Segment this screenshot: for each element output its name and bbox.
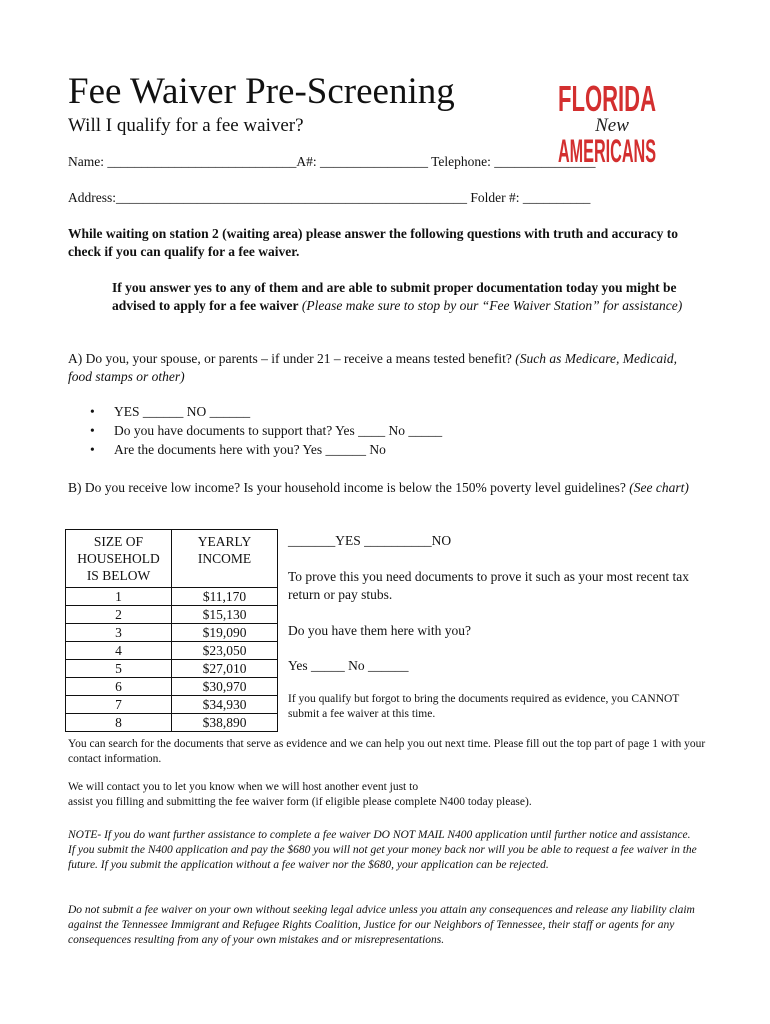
yearly-income: $19,090 [172, 624, 278, 642]
note-paragraph: NOTE- If you do want further assistance to complete a fee waiver DO NOT MAIL N400 application until further notice and assistance. If you submit the N400 application and pay the $680 you will not get your money back nor will you be able to request a fee waiver in the future. If you submit the application without a fee waiver nor the $680, your application can be rejected. [68, 829, 697, 871]
household-size: 4 [66, 642, 172, 660]
table-row [66, 588, 278, 606]
table-row [66, 714, 278, 732]
logo-script: New [595, 115, 629, 136]
yearly-income: $34,930 [172, 696, 278, 714]
table-row [66, 678, 278, 696]
household-size: 5 [66, 660, 172, 678]
household-size: 8 [66, 714, 172, 732]
bullet-documents-here[interactable]: • Are the documents here with you? Yes ______ No [90, 440, 442, 459]
contact-note-line-2: assist you filling and submitting the fee waiver form (if eligible please complete N400 today please). [68, 796, 532, 808]
table-row [66, 624, 278, 642]
question-b-text: B) Do you receive low income? Is your household income is below the 150% poverty level guidelines? [68, 480, 626, 495]
question-b [68, 479, 708, 497]
question-a-italic: (Such as Medicare, Medicaid, food stamps or other) [68, 351, 678, 384]
poverty-level-table [65, 529, 278, 732]
contact-note-line-1: We will contact you to let you know when we will host another event just to [68, 781, 419, 793]
table-row [66, 642, 278, 660]
table-row [66, 606, 278, 624]
household-size: 6 [66, 678, 172, 696]
intro-text: While waiting on station 2 (waiting area) please answer the following questions with truth and accuracy to check if you can qualify for a fee waiver. [68, 226, 679, 259]
household-size: 1 [66, 588, 172, 606]
search-documents-note: You can search for the documents that serve as evidence and we can help you out next time. Please fill out the top part of page 1 with your contact information. [68, 738, 706, 765]
advice-bold: If you answer yes to any of them and are able to submit proper documentation today you might be advised to apply for a fee waiver [112, 280, 677, 313]
question-a-text: A) Do you, your spouse, or parents – if under 21 – receive a means tested benefit? [68, 351, 512, 366]
header-household-size: SIZE OF HOUSEHOLD IS BELOW [66, 530, 172, 588]
household-size: 2 [66, 606, 172, 624]
header-yearly-income: YEARLY INCOME [172, 530, 278, 588]
income-yes-no[interactable]: _______YES __________NO [288, 533, 452, 548]
yearly-income: $11,170 [172, 588, 278, 606]
bullet-yes-no[interactable]: • YES ______ NO ______ [90, 402, 442, 421]
page-title: Fee Waiver Pre-Screening [68, 71, 455, 112]
question-b-italic: (See chart) [629, 480, 689, 495]
contact-fields-line-2[interactable]: Address:____________________________________________________ Folder #: __________ [68, 190, 591, 205]
logo-line1: FLORIDA [558, 78, 656, 119]
have-documents-question: Do you have them here with you? [288, 623, 471, 638]
yearly-income: $27,010 [172, 660, 278, 678]
logo-line2: AMERICANS [558, 133, 656, 169]
table-row [66, 696, 278, 714]
disclaimer-paragraph: Do not submit a fee waiver on your own without seeking legal advice unless you attain any consequences and release any liability claim against the Tennessee Immigrant and Refugee Rights Coalition, Justice for our Neighbors of Tennessee, their staff or agents for any consequences resulting from any of your own mistakes and or misrepresentations. [68, 904, 695, 946]
table-header-row [66, 530, 278, 588]
have-documents-yes-no[interactable]: Yes _____ No ______ [288, 658, 409, 673]
question-a [68, 350, 698, 386]
forgot-documents-note: If you qualify but forgot to bring the documents required as evidence, you CANNOT submit a fee waiver at this time. [288, 693, 680, 720]
yearly-income: $38,890 [172, 714, 278, 732]
question-a-bullets [90, 402, 442, 459]
yearly-income: $15,130 [172, 606, 278, 624]
household-size: 3 [66, 624, 172, 642]
contact-fields-line-1[interactable]: Name: ____________________________A#: ________________ Telephone: _______________ [68, 154, 596, 169]
advice-block [112, 279, 692, 315]
household-size: 7 [66, 696, 172, 714]
yearly-income: $30,970 [172, 678, 278, 696]
advice-italic: (Please make sure to stop by our “Fee Waiver Station” for assistance) [301, 298, 683, 313]
page-subtitle: Will I qualify for a fee waiver? [68, 115, 304, 136]
bullet-documents-support[interactable]: • Do you have documents to support that? Yes ____ No _____ [90, 421, 442, 440]
yearly-income: $23,050 [172, 642, 278, 660]
prove-income-text: To prove this you need documents to prove it such as your most recent tax return or pay stubs. [288, 569, 689, 602]
table-row [66, 660, 278, 678]
